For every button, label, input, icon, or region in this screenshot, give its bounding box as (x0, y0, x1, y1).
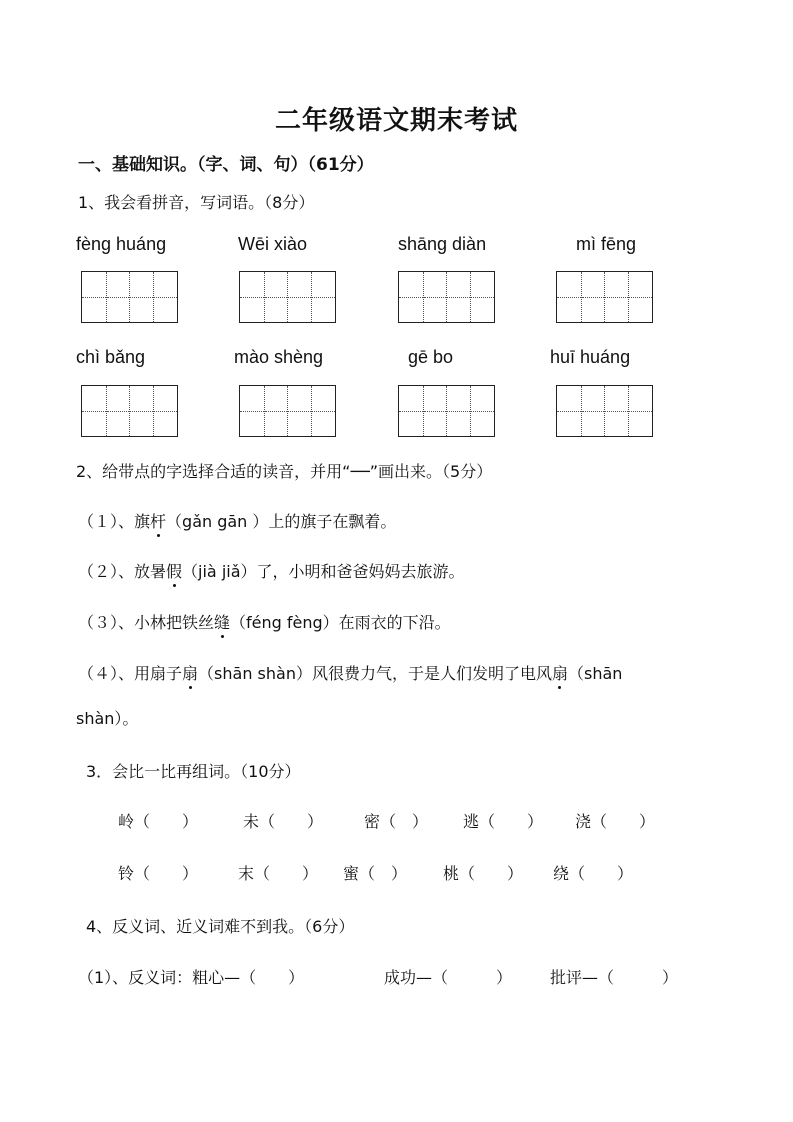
wrapped-text: shàn）。 (76, 709, 139, 728)
pinyin-label: shāng diàn (398, 234, 487, 254)
question-2-prompt: 2、给带点的字选择合适的读音，并用“──”画出来。（5分） (76, 462, 493, 481)
section-heading: 一、基础知识。（字、词、句）（61分） (78, 155, 374, 175)
writing-grid[interactable] (81, 385, 178, 437)
word-pair: 末（ ） (238, 864, 319, 883)
dotted-char: 假 (166, 559, 182, 582)
dotted-char: 扇 (552, 661, 568, 684)
pinyin-label: mì fēng (576, 234, 637, 254)
writing-grid[interactable] (81, 271, 178, 323)
word-pair: 桃（ ） (443, 864, 524, 883)
item-text: （féng fèng）在雨衣的下沿。 (230, 613, 451, 632)
writing-grid[interactable] (556, 385, 653, 437)
word-pair: 逃（ ） (463, 812, 544, 831)
pinyin-label: mào shèng (234, 347, 324, 367)
item-text: （４）、用扇子 (78, 664, 183, 683)
word-pair: 岭（ ） (118, 812, 199, 831)
pinyin-label: chì bǎng (76, 347, 146, 367)
item-text: （shān (567, 664, 623, 683)
dotted-char: 缝 (214, 610, 230, 633)
writing-grid[interactable] (398, 385, 495, 437)
item-text: （２）、放暑 (78, 562, 167, 581)
question-item (78, 610, 451, 633)
dotted-char: 杆 (150, 509, 166, 532)
word-pair: 蜜（ ） (343, 864, 408, 883)
question-item (78, 509, 396, 532)
word-pair: 铃（ ） (118, 864, 199, 883)
item-text: （jià jiǎ）了，小明和爸爸妈妈去旅游。 (182, 562, 465, 581)
pinyin-label: fèng huáng (76, 234, 167, 254)
item-text: （shān shàn）风很费力气，于是人们发明了电风 (198, 664, 552, 683)
item-text: （gǎn gān ）上的旗子在飘着。 (166, 512, 397, 531)
question-item (78, 559, 465, 582)
item-text: （１）、旗 (78, 512, 151, 531)
question-4-prompt: 4、反义词、近义词难不到我。（6分） (86, 917, 355, 936)
writing-grid[interactable] (239, 385, 336, 437)
antonym-item: 批评—（ ） (550, 968, 679, 987)
word-pair: 绕（ ） (553, 864, 634, 883)
word-pair: 密（ ） (364, 812, 429, 831)
question-item (78, 661, 622, 684)
word-pair: 浇（ ） (575, 812, 656, 831)
pinyin-label: gē bo (408, 347, 454, 367)
pinyin-label: huī huáng (550, 347, 631, 367)
question-1-prompt: 1、我会看拼音，写词语。（8分） (78, 193, 315, 212)
pinyin-label: Wēi xiào (238, 234, 308, 254)
dotted-char: 扇 (182, 661, 198, 684)
word-pair: 未（ ） (243, 812, 324, 831)
question-3-prompt: 3．会比一比再组词。（10分） (86, 762, 301, 781)
writing-grid[interactable] (556, 271, 653, 323)
writing-grid[interactable] (398, 271, 495, 323)
item-text: （３）、小林把铁丝 (78, 613, 215, 632)
antonym-item: （1）、反义词：粗心—（ ） (78, 968, 305, 987)
page-title: 二年级语文期末考试 (274, 106, 518, 136)
writing-grid[interactable] (239, 271, 336, 323)
antonym-item: 成功—（ ） (384, 968, 513, 987)
